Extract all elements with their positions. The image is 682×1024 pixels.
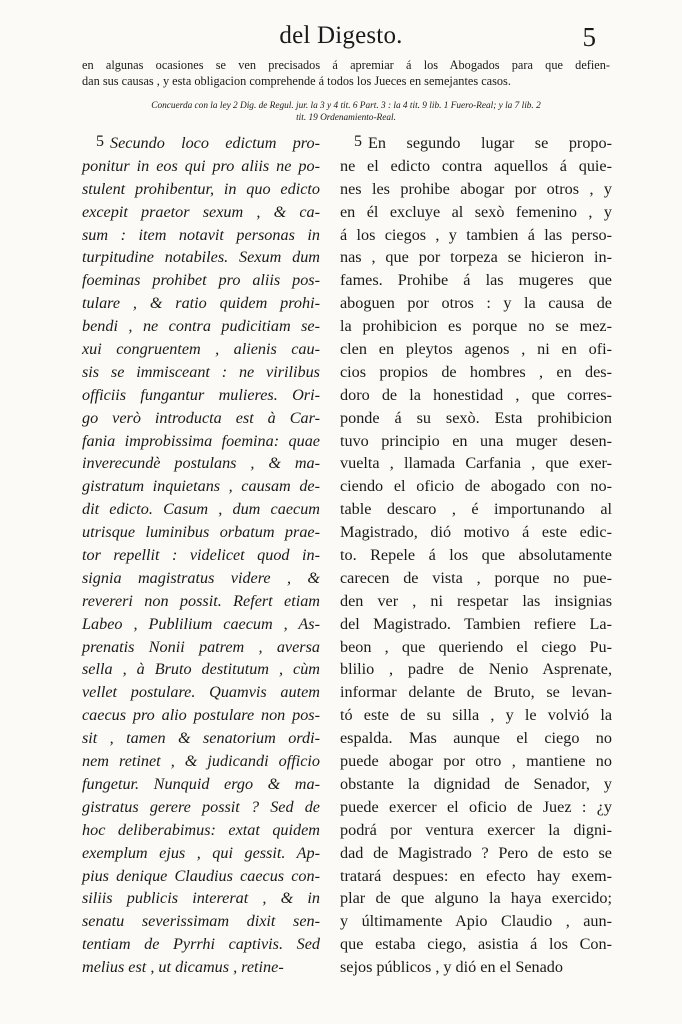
latin-text-line: excepit praetor sexum , & ca- bbox=[82, 202, 320, 221]
latin-text-line: tulare , & ratio quidem prohi- bbox=[82, 294, 320, 313]
spanish-text-line: tratará despues: en efecto hay exem- bbox=[340, 866, 612, 885]
latin-text-line: fania improbissima foemina: quae bbox=[82, 431, 320, 450]
spanish-text-line: nes les prohibe abogar por otros , y bbox=[340, 179, 612, 198]
intro-paragraph bbox=[82, 58, 610, 89]
latin-text-line: Labeo , Publilium caecum , As- bbox=[82, 614, 320, 633]
spanish-text-line: ne el edicto contra aquellos á quie- bbox=[340, 156, 612, 175]
latin-text-line: signia magistratus videre , & bbox=[82, 568, 320, 587]
latin-text-line: sis se immisceant : ne virilibus bbox=[82, 362, 320, 381]
spanish-text-line: table descaro , é importunando al bbox=[340, 500, 612, 519]
spanish-text-line: cios propios de hombres , en des- bbox=[340, 362, 612, 381]
latin-text-line: hoc deliberabimus: extat quidem bbox=[82, 820, 320, 839]
latin-column bbox=[82, 132, 320, 979]
spanish-text-line: nas , que por torpeza se hicieron in- bbox=[340, 248, 612, 267]
spanish-column bbox=[340, 132, 612, 979]
latin-text-line: fungetur. Nunquid ergo & ma- bbox=[82, 774, 320, 793]
spanish-text-line: tuvo principio en una muger desen- bbox=[340, 431, 612, 450]
spanish-text-line: espalda. Mas aunque el ciego no bbox=[340, 729, 612, 748]
spanish-text-line: puede abogar por otro , mantiene no bbox=[340, 752, 612, 771]
latin-text-line: senatu severissimam dixit sen- bbox=[82, 912, 320, 931]
latin-text-line: melius est , ut dicamus , retine- bbox=[82, 958, 284, 977]
spanish-text-line: Magistrado, dió motivo á este edic- bbox=[340, 523, 612, 542]
spanish-text-line: obstante la dignidad de Senador, y bbox=[340, 774, 612, 793]
latin-text-line: caecus pro alio postulare non pos- bbox=[82, 706, 320, 725]
latin-text-line: inverecundè postulans , & ma- bbox=[82, 454, 320, 473]
latin-text-line: siliis publicis intererat , & in bbox=[82, 889, 320, 908]
spanish-text-line: carecen de vista , porque no pue- bbox=[340, 568, 612, 587]
latin-text-line: turpitudine notabiles. Sexum dum bbox=[82, 248, 320, 267]
concordance-note bbox=[82, 100, 610, 124]
intro-line: dan sus causas , y esta obligacion comprehende á todos los Jueces en semejantes casos. bbox=[82, 73, 511, 88]
latin-text-line: nem retinet , & judicandi officio bbox=[82, 752, 320, 771]
spanish-text-line: clen en pleytos agenos , ni en ofi- bbox=[340, 340, 612, 359]
latin-text-line: go verò introducta est à Car- bbox=[82, 408, 320, 427]
spanish-text-line: la prohibicion es porque no se mez- bbox=[340, 317, 612, 336]
concordance-line: tit. 19 Ordenamiento-Real. bbox=[296, 113, 396, 123]
latin-text-line: sum : item notavit personas in bbox=[82, 225, 320, 244]
latin-text-line: dit edicto. Casum , dum caecum bbox=[82, 500, 320, 519]
latin-text-line: revereri non possit. Refert etiam bbox=[82, 591, 320, 610]
latin-text-line: exemplum ejus , qui gessit. Ap- bbox=[82, 843, 320, 862]
latin-text-line: sella , à Bruto destitutum , cùm bbox=[82, 660, 320, 679]
spanish-text-line: del Magistrado. Tambien refiere La- bbox=[340, 614, 612, 633]
latin-text-line: bendi , ne contra pudicitiam se- bbox=[82, 317, 320, 336]
spanish-text-line: en él excluye al sexò femenino , y bbox=[340, 202, 612, 221]
latin-text-line: xui congruentem , alienis cau- bbox=[82, 340, 320, 359]
latin-text-line: officiis fungantur mulieres. Ori- bbox=[82, 385, 320, 404]
spanish-text-line: á los ciegos , y tambien á las perso- bbox=[340, 225, 612, 244]
latin-paragraph-number: 5 bbox=[96, 133, 104, 150]
spanish-text-line: plar de que alguno la haya exercido; bbox=[340, 889, 612, 908]
spanish-text-line: vuelta , llamada Carfania , que exer- bbox=[340, 454, 612, 473]
latin-text-line: stulent prohibentur, in quo edicto bbox=[82, 179, 320, 198]
latin-text-line: vellet postulare. Quamvis autem bbox=[82, 683, 320, 702]
spanish-text-line: ciendo el oficio de abogado con no- bbox=[340, 477, 612, 496]
latin-text-line: prenatis Nonii patrem , aversa bbox=[82, 637, 320, 656]
running-title: del Digesto. bbox=[279, 22, 403, 49]
latin-text-line: pius denique Claudius caecus con- bbox=[82, 866, 320, 885]
latin-text-line: gistratum inquietans , causam de- bbox=[82, 477, 320, 496]
intro-line: en algunas ocasiones se ven precisados á apremiar á los Abogados para que defien- bbox=[82, 58, 610, 72]
latin-text-line: ponitur in eos qui pro aliis ne po- bbox=[82, 156, 320, 175]
spanish-text-line: fames. Prohibe á las mugeres que bbox=[340, 271, 612, 290]
spanish-text-line: informar delante de Bruto, se levan- bbox=[340, 683, 612, 702]
latin-text-line: tentiam de Pyrrhi captivis. Sed bbox=[82, 935, 320, 954]
latin-text-line: gistratus gerere possit ? Sed de bbox=[82, 797, 320, 816]
spanish-text-line: ponde á su sexò. Esta prohibicion bbox=[340, 408, 612, 427]
latin-text-line: utrisque luminibus orbatum prae- bbox=[82, 523, 320, 542]
spanish-text-line: En segundo lugar se propo- bbox=[368, 134, 612, 152]
spanish-text-line: blilio , padre de Nenio Asprenate, bbox=[340, 660, 612, 679]
spanish-text-line: den ver , ni respetar las insignias bbox=[340, 591, 612, 610]
spanish-text-line: sejos públicos , y dió en el Senado bbox=[340, 958, 563, 977]
spanish-text-line: beon , que queriendo el ciego Pu- bbox=[340, 637, 612, 656]
spanish-text-line: que estaba ciego, asistia á los Con- bbox=[340, 935, 612, 954]
spanish-text-line: podrá por ventura exercer la digni- bbox=[340, 820, 612, 839]
spanish-text-line: aboguen por otros : y la causa de bbox=[340, 294, 612, 313]
latin-text-line: tor repellit : videlicet quod in- bbox=[82, 546, 320, 565]
spanish-text-line: puede exercer el oficio de Juez : ¿y bbox=[340, 797, 612, 816]
spanish-text-line: dad de Magistrado ? Pero de esto se bbox=[340, 843, 612, 862]
page-header bbox=[0, 22, 682, 56]
latin-text-line: Secundo loco edictum pro- bbox=[110, 134, 320, 152]
latin-text-line: sit , tamen & senatorium ordi- bbox=[82, 729, 320, 748]
spanish-paragraph-number: 5 bbox=[354, 133, 362, 150]
spanish-text-line: y últimamente Apio Claudio , aun- bbox=[340, 912, 612, 931]
spanish-text-line: tó este de su silla , y le volvió la bbox=[340, 706, 612, 725]
page-number: 5 bbox=[582, 22, 596, 52]
spanish-text-line: to. Repele á los que absolutamente bbox=[340, 546, 612, 565]
concordance-line: Concuerda con la ley 2 Dig. de Regul. jur. la 3 y 4 tit. 6 Part. 3 : la 4 tit. 9 lib. 1 Fuero-Real; y la 7 lib. 2 bbox=[151, 101, 541, 111]
latin-text-line: foeminas prohibet pro aliis pos- bbox=[82, 271, 320, 290]
spanish-text-line: doro de la honestidad , que corres- bbox=[340, 385, 612, 404]
